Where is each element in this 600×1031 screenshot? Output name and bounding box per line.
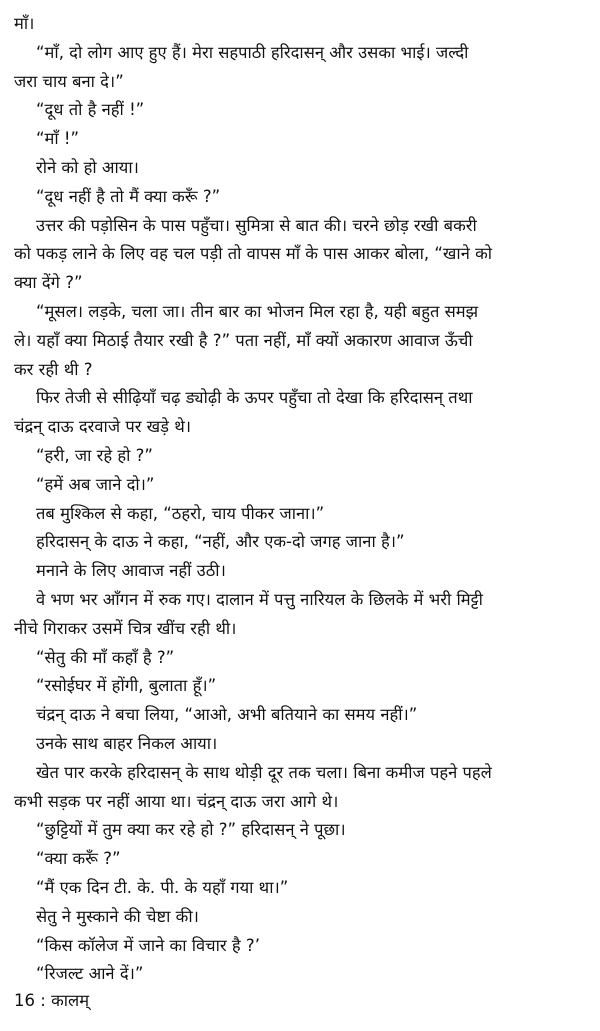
text-line: सेतु ने मुस्काने की चेष्टा की। [36,906,199,926]
text-line: “हरी, जा रहे हो ?” [36,445,153,465]
text-line: कर रही थी ? [14,359,93,379]
text-line: उनके साथ बाहर निकल आया। [36,733,218,753]
text-line: वे भण भर आँगन में रुक गए। दालान में पत्तु नारियल के छिलके में भरी मिट्टी [36,589,483,609]
text-line: फिर तेजी से सीढ़ियाँ चढ़ ड्योढ़ी के ऊपर पहुँचा तो देखा कि हरिदासन् तथा [36,388,473,408]
text-line: “क्या करूँ ?” [36,849,121,869]
text-line: “मैं एक दिन टी. के. पी. के यहाँ गया था।” [36,877,289,897]
text-line: “रसोईघर में होंगी, बुलाता हूँ।” [36,676,217,696]
text-line: तब मुश्किल से कहा, “ठहरो, चाय पीकर जाना।” [36,503,325,523]
text-line: “दूध नहीं है तो मैं क्या करूँ ?” [36,186,221,206]
text-line: चंद्रन् दाऊ दरवाजे पर खड़े थे। [14,417,192,437]
text-line: “रिजल्ट आने दें।” [36,964,144,984]
text-line: “किस कॉलेज में जाने का विचार है ?’ [36,935,260,955]
book-title: कालम् [51,991,90,1010]
text-line: खेत पार करके हरिदासन् के साथ थोड़ी दूर तक चला। बिना कमीज पहने पहले [36,762,492,782]
text-line: ले। यहाँ क्या मिठाई तैयार रखी है ?” पता नहीं, माँ क्यों अकारण आवाज ऊँची [14,330,473,350]
text-line: चंद्रन् दाऊ ने बचा लिया, “आओ, अभी बतियाने का समय नहीं।” [36,705,418,725]
text-line: नीचे गिराकर उसमें चित्र खींच रही थी। [14,618,237,638]
text-line: “छुट्टियों में तुम क्या कर रहे हो ?” हरिदासन् ने पूछा। [36,820,346,840]
text-line: माँ। [14,14,35,33]
page-footer [14,987,89,1015]
text-line: “सेतु की माँ कहाँ है ?” [36,647,175,667]
text-line: “मूसल। लड़के, चला जा। तीन बार का भोजन मिल रहा है, यही बहुत समझ [36,301,479,321]
text-line: “हमें अब जाने दो।” [36,474,155,494]
text-line: उत्तर की पड़ोसिन के पास पहुँचा। सुमित्रा से बात की। चरने छोड़ रखी बकरी [36,215,477,235]
text-line: क्या देंगे ?” [14,273,83,293]
text-line: जरा चाय बना दे।” [14,71,124,91]
body-text [14,10,586,989]
text-line: रोने को हो आया। [36,157,139,177]
text-line: मनाने के लिए आवाज नहीं उठी। [36,561,226,581]
text-line: “माँ !” [36,129,80,149]
text-line: को पकड़ लाने के लिए वह चल पड़ी तो वापस माँ के पास आकर बोला, “खाने को [14,244,493,264]
footer-separator: : [40,991,46,1010]
text-line: कभी सड़क पर नहीं आया था। चंद्रन् दाऊ जरा आगे थे। [14,791,339,811]
text-line: हरिदासन् के दाऊ ने कहा, “नहीं, और एक-दो जगह जाना है।” [36,532,405,552]
text-line: “माँ, दो लोग आए हुए हैं। मेरा सहपाठी हरिदासन् और उसका भाई। जल्दी [36,42,469,62]
text-line: “दूध तो है नहीं !” [36,100,145,120]
page-number: 16 [14,991,35,1010]
